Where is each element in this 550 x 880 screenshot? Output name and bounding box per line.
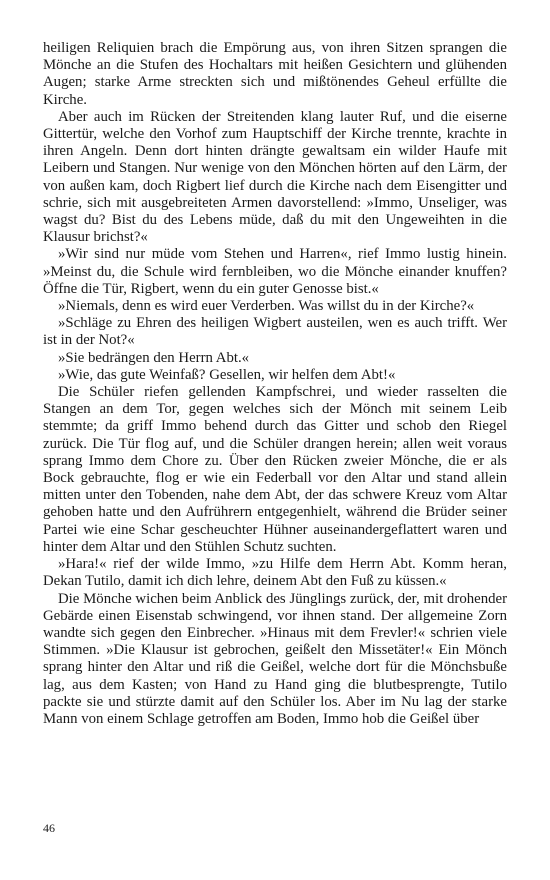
paragraph-9: »Hara!« rief der wilde Immo, »zu Hilfe dem Herrn Abt. Komm heran, Dekan Tutilo, damit ich dich lehre, deinem Abt den Fuß zu küssen.« [43,556,507,590]
body-text [43,40,507,728]
paragraph-4: »Niemals, denn es wird euer Verderben. Was willst du in der Kirche?« [58,298,475,315]
paragraph-10: Die Mönche wichen beim Anblick des Jünglings zurück, der, mit drohender Gebärde einen Eisenstab schwingend, vor ihnen stand. Der allgemeine Zorn wandte sich gegen den Einbrecher. »Hinaus mit dem Frevler!« schrien viele Stimmen. »Die Klausur ist gebrochen, geißelt den Missetäter!« Ein Mönch sprang hinter den Altar und riß die Geißel, welche dort für die Mönchsbuße lag, aus dem Kasten; von Hand zu Hand ging die blutbesprengte, Tutilo packte sie und stürzte damit auf den Schüler los. Aber im Nu lag der starke Mann von einem Schlage getroffen am Boden, Immo hob die Geißel über [43,590,507,727]
paragraph-6: »Sie bedrängen den Herrn Abt.« [58,349,250,366]
paragraph-5: »Schläge zu Ehren des heiligen Wigbert austeilen, wen es auch trifft. Wer ist in der Not?« [43,315,507,349]
paragraph-8: Die Schüler riefen gellenden Kampfschrei, und wieder rasselten die Stangen an dem Tor, gegen welches sich der Mönch mit seinem Leib stemmte; da griff Immo behend durch das Gitter und schob den Riegel zurück. Die Tür flog auf, und die Schüler drangen herein; allen weit voraus sprang Immo dem Chore zu. Über den Rücken zweier Mönche, die er als Bock gebrauchte, flog er wie ein Federball vor den Altar und stand allein mitten unter den Tobenden, nahe dem Abt, der das schwere Kreuz vom Altar gehoben hatte und den Aufrührern entgegenhielt, während die Brüder seiner Partei wie eine Schar gescheuchter Hühner auseinandergeflattert waren und hinter dem Altar und den Stühlen Schutz suchten. [43,384,507,555]
paragraph-2: Aber auch im Rücken der Streitenden klang lauter Ruf, und die eiserne Gittertür, welche den Vorhof zum Hauptschiff der Kirche trennte, krachte in ihren Angeln. Denn dort hinten drängte gewaltsam ein wilder Haufe mit Leibern und Stangen. Nur wenige von den Mönchen hörten auf den Lärm, der von außen kam, doch Rigbert lief durch die Kirche nach dem Eisengitter und schrie, sich mit ausgebreiteten Armen davorstellend: »Immo, Unseliger, was wagst du? Bist du des Lebens müde, daß du mit den Ungeweihten in die Klausur brichst?« [43,108,507,246]
paragraph-7: »Wie, das gute Weinfaß? Gesellen, wir helfen dem Abt!« [58,366,396,383]
paragraph-3: »Wir sind nur müde vom Stehen und Harren«, rief Immo lustig hinein. »Meinst du, die Schule wird fernbleiben, wo die Mönche einander knuffen? Öffne die Tür, Rigbert, wenn du ein guter Genosse bist.« [43,246,507,297]
paragraph-1: heiligen Reliquien brach die Empörung aus, von ihren Sitzen sprangen die Mönche an die Stufen des Hochaltars mit heißen Gesichtern und glühenden Augen; starke Arme streckten sich und mißtönendes Geheul erfüllte die Kirche. [43,40,507,108]
page-number: 46 [43,821,55,835]
